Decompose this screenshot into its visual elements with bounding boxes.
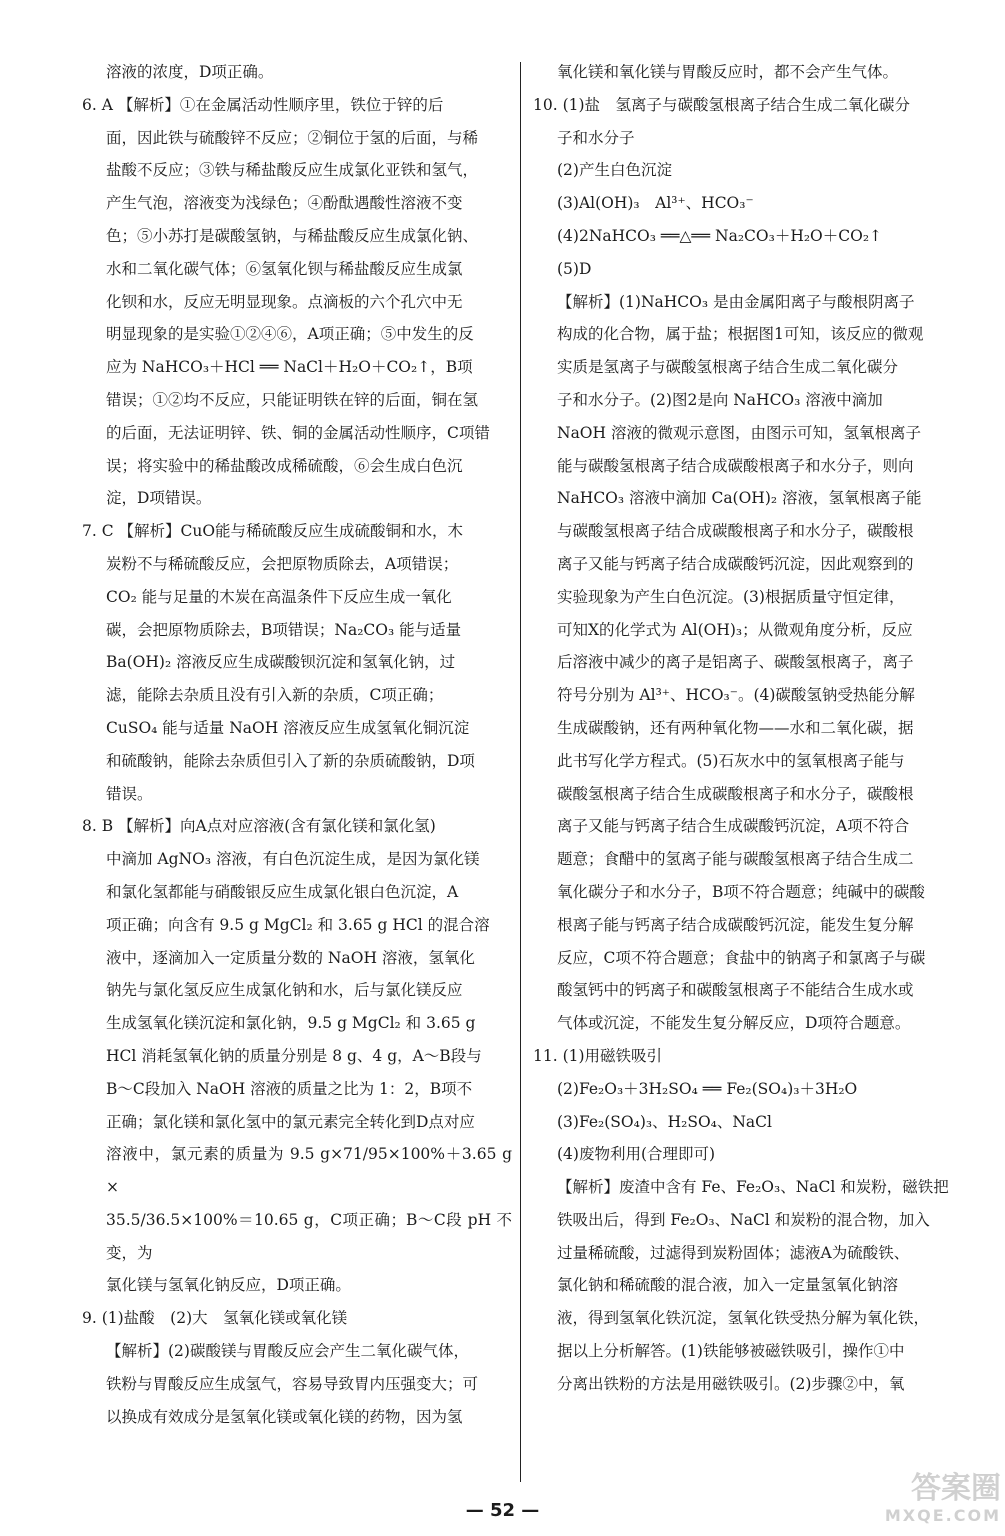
text-line: 碳，会把原物质除去，B项错误；Na₂CO₃ 能与适量 <box>106 620 462 639</box>
text-line: 生成碳酸钠，还有两种氧化物——水和二氧化碳，据 <box>557 718 914 737</box>
text-line: (4)2NaHCO₃ ══△══ Na₂CO₃＋H₂O＋CO₂↑ <box>557 226 883 245</box>
text-line: 产生气泡，溶液变为浅绿色；④酚酞遇酸性溶液不变 <box>106 194 463 213</box>
watermark-text: 答案圈 <box>911 1471 1001 1506</box>
text-line: (3)Fe₂(SO₄)₃、H₂SO₄、NaCl <box>557 1112 772 1131</box>
text-line: 酸氢钙中的钙离子和碳酸氢根离子不能结合生成水或 <box>557 981 914 1000</box>
page-number: — 52 — <box>465 1500 540 1521</box>
text-line: 构成的化合物，属于盐；根据图1可知，该反应的微观 <box>557 325 924 344</box>
text-line: 错误；①②均不反应，只能证明铁在锌的后面，铜在氢 <box>106 390 479 409</box>
text-line: 8. B 【解析】向A点对应溶液(含有氯化镁和氯化氢) <box>82 817 436 836</box>
text-line: 11. (1)用磁铁吸引 <box>533 1046 663 1065</box>
text-line: 能与碳酸氢根离子结合成碳酸根离子和水分子，则向 <box>557 456 914 475</box>
text-line: 色；⑤小苏打是碳酸氢钠，与稀盐酸反应生成氯化钠、 <box>106 226 479 245</box>
text-line: 铁粉与胃酸反应生成氢气，容易导致胃内压强变大；可 <box>106 1374 479 1393</box>
text-line: 【解析】(1)NaHCO₃ 是由金属阳离子与酸根阴离子 <box>557 292 915 311</box>
text-line: Ba(OH)₂ 溶液反应生成碳酸钡沉淀和氢氧化钠，过 <box>106 653 456 672</box>
text-line: 可知X的化学式为 Al(OH)₃；从微观角度分析，反应 <box>557 620 913 639</box>
text-line: (3)Al(OH)₃ Al³⁺、HCO₃⁻ <box>557 194 754 213</box>
text-line: 溶液的浓度，D项正确。 <box>106 63 274 81</box>
text-line: 反应，C项不符合题意；食盐中的钠离子和氯离子与碳 <box>557 948 926 967</box>
text-line: 【解析】(2)碳酸镁与胃酸反应会产生二氧化碳气体， <box>106 1342 469 1361</box>
text-line: 据以上分析解答。(1)铁能够被磁铁吸引，操作①中 <box>557 1342 905 1361</box>
text-line: 此书写化学方程式。(5)石灰水中的氢氧根离子能与 <box>557 751 905 770</box>
text-line: 后溶液中减少的离子是铝离子、碳酸氢根离子，离子 <box>557 653 914 672</box>
text-line: (4)废物利用(合理即可) <box>557 1145 716 1164</box>
text-line: 与碳酸氢根离子结合成碳酸根离子和水分子，碳酸根 <box>557 522 914 541</box>
text-line: 盐酸不反应；③铁与稀盐酸反应生成氯化亚铁和氢气， <box>106 161 479 180</box>
text-line: 气体或沉淀，不能发生复分解反应，D项符合题意。 <box>557 1014 911 1033</box>
text-line: 氧化碳分子和水分子，B项不符合题意；纯碱中的碳酸 <box>557 882 925 901</box>
text-line: 离子又能与钙离子结合成碳酸钙沉淀，因此观察到的 <box>557 554 914 573</box>
text-line: NaOH 溶液的微观示意图，由图示可知，氢氧根离子 <box>557 423 921 442</box>
text-line: 过量稀硫酸，过滤得到炭粉固体；滤液A为硫酸铁、 <box>557 1243 910 1262</box>
right-column <box>533 56 973 1401</box>
text-line: (5)D <box>557 259 592 278</box>
text-line: 题意；食醋中的氢离子能与碳酸氢根离子结合生成二 <box>557 850 914 869</box>
text-line: 中滴加 AgNO₃ 溶液，有白色沉淀生成，是因为氯化镁 <box>106 850 480 869</box>
text-line: 炭粉不与稀硫酸反应，会把原物质除去，A项错误； <box>106 554 459 573</box>
text-line: B～C段加入 NaOH 溶液的质量之比为 1：2，B项不 <box>106 1079 473 1098</box>
text-line: 分离出铁粉的方法是用磁铁吸引。(2)步骤②中，氧 <box>557 1374 905 1393</box>
text-line: 实验现象为产生白色沉淀。(3)根据质量守恒定律， <box>557 587 905 606</box>
text-line: 正确；氯化镁和氯化氢中的氯元素完全转化到D点对应 <box>106 1112 475 1131</box>
text-line: 氧化镁和氧化镁与胃酸反应时，都不会产生气体。 <box>557 63 899 81</box>
text-line: HCl 消耗氢氧化钠的质量分别是 8 g、4 g，A～B段与 <box>106 1046 482 1065</box>
text-line: 和硫酸钠，能除去杂质但引入了新的杂质硫酸钠，D项 <box>106 751 475 770</box>
text-line: 6. A 【解析】①在金属活动性顺序里，铁位于锌的后 <box>82 95 444 114</box>
text-line: 子和水分子 <box>557 128 635 147</box>
text-line: 氯化钠和稀硫酸的混合液，加入一定量氢氧化钠溶 <box>557 1276 899 1295</box>
text-line: 生成氢氧化镁沉淀和氯化钠，9.5 g MgCl₂ 和 3.65 g <box>106 1014 476 1033</box>
text-line: 10. (1)盐 氢离子与碳酸氢根离子结合生成二氧化碳分 <box>533 95 911 114</box>
text-line: 和氯化氢都能与硝酸银反应生成氯化银白色沉淀，A <box>106 882 459 901</box>
text-line: 错误。 <box>106 784 153 803</box>
text-line: 溶液中，氯元素的质量为 9.5 g×71/95×100%＋3.65 g× <box>106 1145 512 1197</box>
left-column <box>82 56 512 1433</box>
text-line: 水和二氧化碳气体；⑥氢氧化钡与稀盐酸反应生成氯 <box>106 259 463 278</box>
text-line: 氯化镁与氢氧化钠反应，D项正确。 <box>106 1276 351 1295</box>
watermark-url: MXQE.COM <box>884 1506 1001 1525</box>
text-line: 符号分别为 Al³⁺、HCO₃⁻。(4)碳酸氢钠受热能分解 <box>557 686 915 705</box>
text-line: CuSO₄ 能与适量 NaOH 溶液反应生成氢氧化铜沉淀 <box>106 718 470 737</box>
text-line: 面，因此铁与硫酸锌不反应；②铜位于氢的后面，与稀 <box>106 128 479 147</box>
text-line: 应为 NaHCO₃＋HCl ══ NaCl＋H₂O＋CO₂↑，B项 <box>106 358 473 377</box>
text-line: 项正确；向含有 9.5 g MgCl₂ 和 3.65 g HCl 的混合溶 <box>106 915 490 934</box>
text-line: CO₂ 能与足量的木炭在高温条件下反应生成一氧化 <box>106 587 452 606</box>
text-line: 淀，D项错误。 <box>106 489 212 508</box>
column-divider <box>520 62 521 1482</box>
watermark-logo <box>861 1472 1001 1532</box>
text-line: 离子又能与钙离子结合生成碳酸钙沉淀，A项不符合 <box>557 817 910 836</box>
text-line: 钠先与氯化氢反应生成氯化钠和水，后与氯化镁反应 <box>106 981 463 1000</box>
text-line: 的后面，无法证明锌、铁、铜的金属活动性顺序，C项错 <box>106 423 490 442</box>
text-line: 液，得到氢氧化铁沉淀，氢氧化铁受热分解为氧化铁， <box>557 1309 930 1328</box>
text-line: 【解析】废渣中含有 Fe、Fe₂O₃、NaCl 和炭粉，磁铁把 <box>557 1178 949 1197</box>
text-line: 滤，能除去杂质且没有引入新的杂质，C项正确； <box>106 686 444 705</box>
text-line: 根离子能与钙离子结合成碳酸钙沉淀，能发生复分解 <box>557 915 914 934</box>
text-line: 化钡和水，反应无明显现象。点滴板的六个孔穴中无 <box>106 292 463 311</box>
text-line: 9. (1)盐酸 (2)大 氢氧化镁或氧化镁 <box>82 1309 348 1328</box>
text-line: 液中，逐滴加入一定质量分数的 NaOH 溶液，氢氧化 <box>106 948 475 967</box>
text-line: 明显现象的是实验①②④⑥，A项正确；⑤中发生的反 <box>106 325 474 344</box>
text-line: 误；将实验中的稀盐酸改成稀硫酸，⑥会生成白色沉 <box>106 456 463 475</box>
text-line: 35.5/36.5×100%＝10.65 g，C项正确；B～C段 pH 不变，为 <box>106 1210 512 1262</box>
text-line: NaHCO₃ 溶液中滴加 Ca(OH)₂ 溶液，氢氧根离子能 <box>557 489 922 508</box>
text-line: (2)产生白色沉淀 <box>557 161 672 180</box>
text-line: 铁吸出后，得到 Fe₂O₃、NaCl 和炭粉的混合物，加入 <box>557 1210 930 1229</box>
text-line: 碳酸氢根离子结合生成碳酸根离子和水分子，碳酸根 <box>557 784 914 803</box>
text-line: 子和水分子。(2)图2是向 NaHCO₃ 溶液中滴加 <box>557 390 883 409</box>
text-line: (2)Fe₂O₃＋3H₂SO₄ ══ Fe₂(SO₄)₃＋3H₂O <box>557 1079 858 1098</box>
text-line: 7. C 【解析】CuO能与稀硫酸反应生成硫酸铜和水，木 <box>82 522 464 541</box>
text-line: 以换成有效成分是氢氧化镁或氧化镁的药物，因为氢 <box>106 1407 463 1426</box>
text-line: 实质是氢离子与碳酸氢根离子结合生成二氧化碳分 <box>557 358 899 377</box>
